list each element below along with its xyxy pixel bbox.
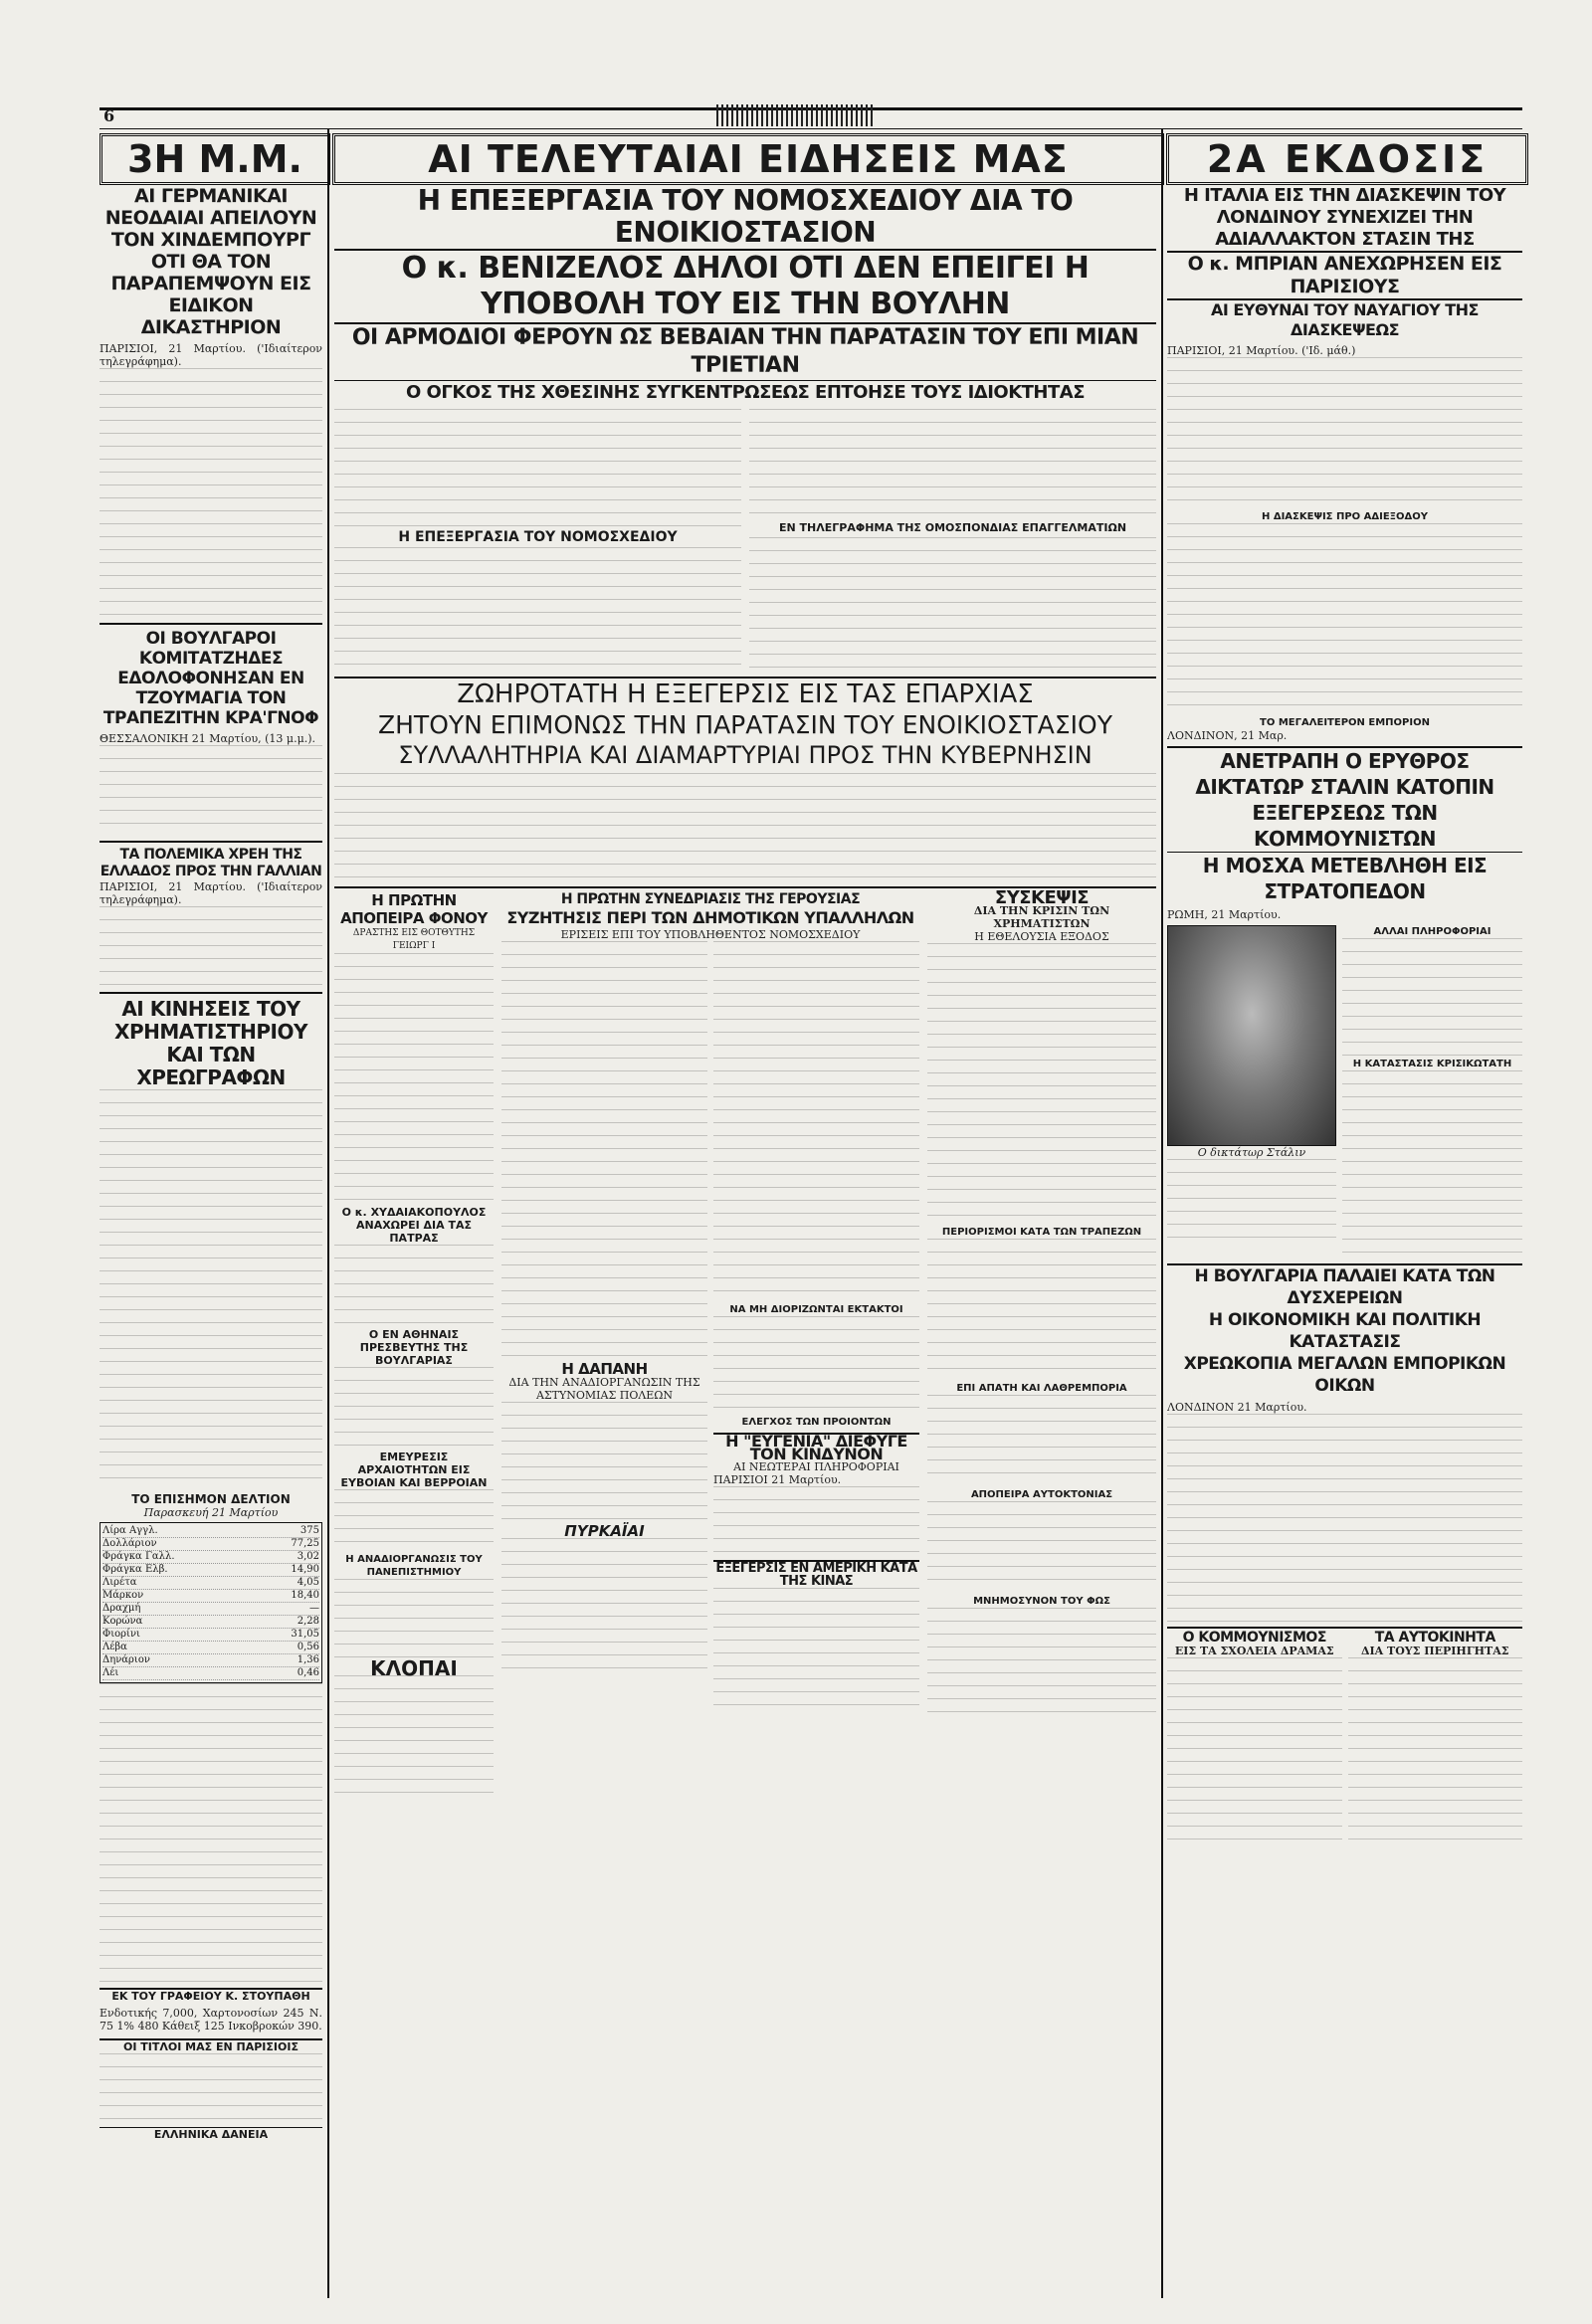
currency-name: Λέι [102,1667,119,1678]
headline: Η ΒΟΥΛΓΑΡΙΑ ΠΑΛΑΙΕΙ ΚΑΤΑ ΤΩΝ ΔΥΣΧΕΡΕΙΩΝ [1167,1263,1522,1309]
article-body [713,941,919,1299]
article-body [334,409,741,528]
article-body [749,537,1156,677]
subhead: ΔΡΑΣΤΗΣ ΕΙΣ ΘΟΤΘΥΤΗΣ ΓΕΙΩΡΓ Ι [352,928,476,951]
subhead: Η ΔΙΑΣΚΕΨΙΣ ΠΡΟ ΑΔΙΕΞΟΔΟΥ [1261,511,1428,522]
table-subtitle: Παρασκευή 21 Μαρτίου [143,1506,279,1519]
headline: Ο κ. ΒΕΝΙΖΕΛΟΣ ΔΗΛΟΙ ΟΤΙ ΔΕΝ ΕΠΕΙΓΕΙ Η ΥΠΟΒΟΛΗ ΤΟΥ ΕΙΣ ΤΗΝ ΒΟΥΛΗΝ [334,249,1156,322]
article-body [927,1608,1156,1717]
subhead: ΕΝ ΤΗΛΕΓΡΑΦΗΜΑ ΤΗΣ ΟΜΟΣΠΟΝΔΙΑΣ ΕΠΑΓΓΕΛΜΑΤΙΩΝ [778,521,1127,534]
dateline: ΛΟΝΔΙΝΟΝ, 21 Μαρ. [1167,729,1288,742]
headline: ΑΝΕΤΡΑΠΗ Ο ΕΡΥΘΡΟΣ ΔΙΚΤΑΤΩΡ ΣΤΑΛΙΝ ΚΑΤΟΠΙΝ ΕΞΕΓΕΡΣΕΩΣ ΤΩΝ ΚΟΜΜΟΥΝΙΣΤΩΝ [1167,746,1522,852]
currency-name: Δηνάριον [102,1654,150,1665]
currency-name: Φράγκα Γαλλ. [102,1551,175,1562]
masthead-rule [100,107,1522,129]
currency-rate: 375 [299,1525,319,1536]
column-rule [1161,129,1163,2298]
headline: ΖΗΤΟΥΝ ΕΠΙΜΟΝΩΣ ΤΗΝ ΠΑΡΑΤΑΣΙΝ ΤΟΥ ΕΝΟΙΚΙΟΣΤΑΣΙΟΥ [378,710,1112,739]
subhead: ΠΥΡΚΑΪΑΙ [564,1522,645,1540]
dateline: ΛΟΝΔΙΝΟΝ 21 Μαρτίου. [1167,1401,1307,1414]
article-body [334,1245,494,1324]
subhead: ΔΙΑ ΤΟΥΣ ΠΕΡΙΗΓΗΤΑΣ [1360,1645,1509,1657]
exchange-table [100,1522,322,1683]
headline: Η ΜΟΣΧΑ ΜΕΤΕΒΛΗΘΗ ΕΙΣ ΣΤΡΑΤΟΠΕΔΟΝ [1167,852,1522,904]
subhead: Η ΕΠΕΞΕΡΓΑΣΙΑ ΤΟΥ ΝΟΜΟΣΧΕΔΙΟΥ [398,529,678,545]
table-row [102,1603,319,1616]
headline: ΧΡΕΩΚΟΠΙΑ ΜΕΓΑΛΩΝ ΕΜΠΟΡΙΚΩΝ ΟΙΚΩΝ [1183,1354,1506,1396]
table-row [102,1629,319,1642]
headline: ΟΙ ΑΡΜΟΔΙΟΙ ΦΕΡΟΥΝ ΩΣ ΒΕΒΑΙΑΝ ΤΗΝ ΠΑΡΑΤΑΣΙΝ ΤΟΥ ΕΠΙ ΜΙΑΝ ΤΡΙΕΤΙΑΝ [334,322,1156,380]
center-banner: ΑΙ ΤΕΛΕΥΤΑΙΑΙ ΕΙΔΗΣΕΙΣ ΜΑΣ [332,133,1164,185]
table-row [102,1525,319,1538]
currency-name: Δραχμή [102,1603,141,1614]
subhead: ΕΛΕΓΧΟΣ ΤΩΝ ΠΡΟΙΟΝΤΩΝ [741,1417,892,1428]
article-body [334,953,494,1202]
article-body [501,1402,707,1521]
article-body [927,1501,1156,1591]
article-body [927,1239,1156,1378]
article-body [1348,1657,1523,1846]
currency-name: Λιρέτα [102,1577,137,1588]
currency-name: Δολλάριον [102,1538,157,1549]
subhead: Ο κ. ΧΥΔΑΙΑΚΟΠΟΥΛΟΣ ΑΝΑΧΩΡΕΙ ΔΙΑ ΤΑΣ ΠΑΤΡΑΣ [341,1206,487,1245]
currency-rate: 4,05 [297,1577,319,1588]
article-body [1167,1657,1342,1846]
subhead: ΑΙ ΝΕΩΤΕΡΑΙ ΠΛΗΡΟΦΟΡΙΑΙ [733,1460,899,1473]
subhead: Η ΑΝΑΔΙΟΡΓΑΝΩΣΙΣ ΤΟΥ ΠΑΝΕΠΙΣΤΗΜΙΟΥ [345,1554,483,1578]
table-row [102,1654,319,1667]
currency-rate: 18,40 [291,1590,319,1601]
headline: Ο ΚΟΜΜΟΥΝΙΣΜΟΣ [1182,1630,1326,1646]
center-column [334,185,1156,2294]
subhead: ΤΟ ΜΕΓΑΛΕΙΤΕΡΟΝ ΕΜΠΟΡΙΟΝ [1260,717,1430,728]
article-body [1167,1159,1336,1249]
article-body [927,1395,1156,1484]
subhead: ΔΙΑ ΤΗΝ ΚΡΙΣΙΝ ΤΩΝ ΧΡΗΜΑΤΙΣΤΩΝ [973,904,1110,930]
subhead: Η ΚΑΤΑΣΤΑΣΙΣ ΚΡΙΣΙΚΩΤΑΤΗ [1352,1059,1512,1069]
subhead: ΠΕΡΙΟΡΙΣΜΟΙ ΚΑΤΑ ΤΩΝ ΤΡΑΠΕΖΩΝ [941,1227,1142,1238]
headline: ΟΙ ΒΟΥΛΓΑΡΟΙ ΚΟΜΙΤΑΤΖΗΔΕΣ ΕΔΟΛΟΦΟΝΗΣΑΝ ΕΝ ΤΖΟΥΜΑΓΙΑ ΤΟΝ ΤΡΑΠΕΖΙΤΗΝ ΚΡΑ'ΓΝΟΦ [100,623,322,728]
article-body [501,1538,707,1677]
left-column [100,185,322,2294]
article-body [1167,523,1522,712]
headline: ΑΙ ΓΕΡΜΑΝΙΚΑΙ ΝΕΟΔΑΙΑΙ ΑΠΕΙΛΟΥΝ ΤΟΝ ΧΙΝΔΕΜΠΟΥΡΓ ΟΤΙ ΘΑ ΤΟΝ ΠΑΡΑΠΕΜΨΟΥΝ ΕΙΣ ΕΙΔΙΚΟΝ ΔΙΚΑΣΤΗΡΙΟΝ [104,185,317,338]
section-head: ΕΛΛΗΝΙΚΑ ΔΑΝΕΙΑ [100,2127,322,2141]
headline: Η ΕΠΕΞΕΡΓΑΣΙΑ ΤΟΥ ΝΟΜΟΣΧΕΔΙΟΥ ΔΙΑ ΤΟ ΕΝΟΙΚΙΟΣΤΑΣΙΟΝ [417,185,1074,249]
headline: ΣΥΣΚΕΨΙΣ [994,887,1090,908]
currency-rate: 77,25 [291,1538,319,1549]
headline: ΤΑ ΠΟΛΕΜΙΚΑ ΧΡΕΗ ΤΗΣ ΕΛΛΑΔΟΣ ΠΡΟΣ ΤΗΝ ΓΑΛΛΙΑΝ [100,841,322,880]
dateline: ΠΑΡΙΣΙΟΙ, 21 Μαρτίου. ('Ιδιαίτερον τηλεγράφημα). [100,342,322,368]
article-body [1342,938,1522,1058]
headline: ΑΙ ΚΙΝΗΣΕΙΣ ΤΟΥ ΧΡΗΜΑΤΙΣΤΗΡΙΟΥ ΚΑΙ ΤΩΝ ΧΡΕΩΓΡΑΦΩΝ [100,992,322,1089]
currency-rate: 0,46 [297,1667,319,1678]
headline: ΑΙ ΕΥΘΥΝΑΙ ΤΟΥ ΝΑΥΑΓΙΟΥ ΤΗΣ ΔΙΑΣΚΕΨΕΩΣ [1167,298,1522,340]
article-body [100,2053,322,2123]
currency-name: Κορώνα [102,1616,143,1627]
headline: Η ΠΡΩΤΗΝ ΑΠΟΠΕΙΡΑ ΦΟΝΟΥ [340,891,488,927]
article-body [334,547,741,677]
table-row [102,1538,319,1551]
article-body [334,773,1156,882]
article-body [713,1588,919,1707]
headline: Η ΔΑΠΑΝΗ [561,1360,648,1378]
headline: ΣΥΛΛΑΛΗΤΗΡΙΑ ΚΑΙ ΔΙΑΜΑΡΤΥΡΙΑΙ ΠΡΟΣ ΤΗΝ ΚΥΒΕΡΝΗΣΙΝ [398,741,1093,769]
article-body [334,1579,494,1658]
dateline: ΠΑΡΙΣΙΟΙ 21 Μαρτίου. [713,1473,842,1486]
stalin-portrait [1167,925,1336,1146]
headline: Η ΠΡΩΤΗΝ ΣΥΝΕΔΡΙΑΣΙΣ ΤΗΣ ΓΕΡΟΥΣΙΑΣ [560,891,861,907]
currency-rate: 14,90 [291,1564,319,1575]
table-title: ΤΟ ΕΠΙΣΗΜΟΝ ΔΕΛΤΙΟΝ [131,1492,291,1506]
currency-rate: 0,56 [297,1642,319,1652]
article-body [713,1486,919,1556]
article-body [713,1316,919,1416]
headline: ΣΥΖΗΤΗΣΙΣ ΠΕΡΙ ΤΩΝ ΔΗΜΟΤΙΚΩΝ ΥΠΑΛΛΗΛΩΝ [506,908,914,927]
currency-rate: 3,02 [297,1551,319,1562]
right-banner: 2Α ΕΚΔΟΣΙΣ [1166,133,1528,185]
subhead: ΕΡΙΣΕΙΣ ΕΠΙ ΤΟΥ ΥΠΟΒΛΗΘΕΝΤΟΣ ΝΟΜΟΣΧΕΔΙΟΥ [560,928,861,941]
table-row [102,1616,319,1629]
subhead: ΑΠΟΠΕΙΡΑ ΑΥΤΟΚΤΟΝΙΑΣ [970,1489,1113,1500]
dateline: ΠΑΡΙΣΙΟΙ, 21 Μαρτίου. ('Ιδ. μάθ.) [1167,344,1356,357]
currency-name: Λέβα [102,1642,127,1652]
table-row [102,1564,319,1577]
currency-name: Φιορίνι [102,1629,140,1640]
subhead: ΕΠΙ ΑΠΑΤΗ ΚΑΙ ΛΑΘΡΕΜΠΟΡΙΑ [956,1383,1127,1394]
dateline: ΘΕΣΣΑΛΟΝΙΚΗ 21 Μαρτίου, (13 μ.μ.). [100,732,316,745]
headline: ΤΑ ΑΥΤΟΚΙΝΗΤΑ [1374,1630,1495,1646]
section-head: ΕΚ ΤΟΥ ΓΡΑΦΕΙΟΥ Κ. ΣΤΟΥΠΑΘΗ [100,1988,322,2003]
subhead: ΕΙΣ ΤΑ ΣΧΟΛΕΙΑ ΔΡΑΜΑΣ [1174,1645,1334,1657]
headline: Η "ΕΥΓΕΝΙΑ" ΔΙΕΦΥΓΕ ΤΟΝ ΚΙΝΔΥΝΟΝ [713,1433,919,1460]
article-body [749,409,1156,518]
left-banner: 3Η Μ.Μ. [100,133,330,185]
headline: ΕΞΕΓΕΡΣΙΣ ΕΝ ΑΜΕΡΙΚΗ ΚΑΤΑ ΤΗΣ ΚΙΝΑΣ [713,1560,919,1588]
table-row [102,1642,319,1654]
currency-rate: 1,36 [297,1654,319,1665]
subhead: Ο ΕΝ ΑΘΗΝΑΙΣ ΠΡΕΣΒΕΥΤΗΣ ΤΗΣ ΒΟΥΛΓΑΡΙΑΣ [359,1328,469,1367]
currency-name: Φράγκα Ελβ. [102,1564,168,1575]
currency-name: Λίρα Αγγλ. [102,1525,158,1536]
article-body [100,1089,322,1487]
subhead: ΚΛΟΠΑΙ [370,1656,458,1680]
article-body [1167,1414,1522,1623]
currency-rate: 31,05 [291,1629,319,1640]
table-row [102,1590,319,1603]
article-body [100,368,322,617]
subhead: ΑΛΛΑΙ ΠΛΗΡΟΦΟΡΙΑΙ [1373,926,1492,937]
dateline: ΡΩΜΗ, 21 Μαρτίου. [1167,908,1282,921]
headline: Η ΟΙΚΟΝΟΜΙΚΗ ΚΑΙ ΠΟΛΙΤΙΚΗ ΚΑΤΑΣΤΑΣΙΣ [1208,1310,1482,1352]
article-body [334,1675,494,1795]
subhead: Η ΕΘΕΛΟΥΣΙΑ ΕΞΟΔΟΣ [974,930,1109,943]
article-body [927,943,1156,1222]
table-row [102,1667,319,1680]
article-body [501,941,707,1359]
subhead: ΝΑ ΜΗ ΔΙΟΡΙΖΩΝΤΑΙ ΕΚΤΑΚΤΟΙ [729,1304,903,1315]
article-body [100,906,322,986]
masthead-ornament [716,104,876,126]
photo-caption: Ο δικτάτωρ Στάλιν [1197,1146,1306,1159]
table-row [102,1577,319,1590]
currency-rate: — [309,1603,319,1614]
right-column [1167,185,1522,2294]
headline: Ο ΟΓΚΟΣ ΤΗΣ ΧΘΕΣΙΝΗΣ ΣΥΓΚΕΝΤΡΩΣΕΩΣ ΕΠΤΟΗΣΕ ΤΟΥΣ ΙΔΙΟΚΤΗΤΑΣ [334,380,1156,405]
page-number: 6 [103,106,115,125]
subhead: ΜΝΗΜΟΣΥΝΟΝ ΤΟΥ ΦΩΣ [973,1596,1110,1607]
article-body [334,1367,494,1447]
article-body [1167,357,1522,506]
section-head: ΟΙ ΤΙΤΛΟΙ ΜΑΣ ΕΝ ΠΑΡΙΣΙΟΙΣ [100,2038,322,2053]
subhead: ΔΙΑ ΤΗΝ ΑΝΑΔΙΟΡΓΑΝΩΣΙΝ ΤΗΣ ΑΣΤΥΝΟΜΙΑΣ ΠΟΛΕΩΝ [508,1376,700,1402]
article-body [334,1489,494,1549]
column-rule [327,129,329,2298]
paragraph: Ενδοτικής 7,000, Χαρτονοσίων 245 Ν. 75 1% 480 Κάθειξ 125 Ινκοβροκών 390. [100,2007,322,2033]
headline: ΖΩΗΡΟΤΑΤΗ Η ΕΞΕΓΕΡΣΙΣ ΕΙΣ ΤΑΣ ΕΠΑΡΧΙΑΣ [334,677,1156,710]
currency-rate: 2,28 [297,1616,319,1627]
subhead: ΕΜΕΥΡΕΣΙΣ ΑΡΧΑΙΟΤΗΤΩΝ ΕΙΣ ΕΥΒΟΙΑΝ ΚΑΙ ΒΕΡΡΟΙΑΝ [340,1451,488,1489]
currency-name: Μάρκον [102,1590,144,1601]
article-body [100,1683,322,1982]
article-body [1342,1070,1522,1259]
table-row [102,1551,319,1564]
headline: Ο κ. ΜΠΡΙΑΝ ΑΝΕΧΩΡΗΣΕΝ ΕΙΣ ΠΑΡΙΣΙΟΥΣ [1167,251,1522,298]
dateline: ΠΑΡΙΣΙΟΙ, 21 Μαρτίου. ('Ιδιαίτερον τηλεγράφημα). [100,880,322,906]
headline: Η ΙΤΑΛΙΑ ΕΙΣ ΤΗΝ ΔΙΑΣΚΕΨΙΝ ΤΟΥ ΛΟΝΔΙΝΟΥ ΣΥΝΕΧΙΖΕΙ ΤΗΝ ΑΔΙΑΛΛΑΚΤΟΝ ΣΤΑΣΙΝ ΤΗΣ [1183,185,1506,250]
article-body [100,745,322,835]
